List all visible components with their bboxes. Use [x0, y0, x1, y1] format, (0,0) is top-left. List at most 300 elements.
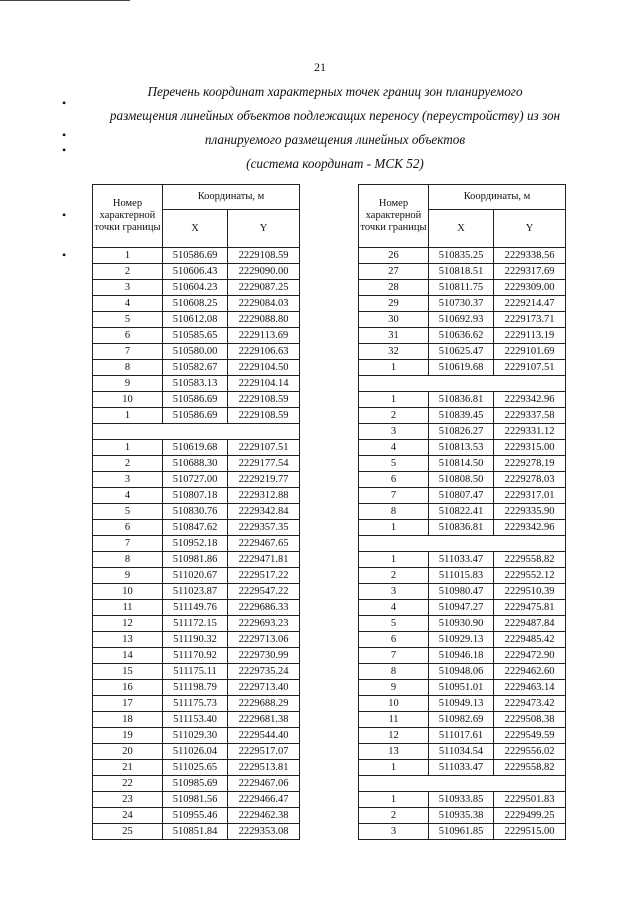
cell-x: 511017.61	[429, 728, 494, 744]
cell-y: 2229342.96	[494, 392, 566, 408]
cell-point-number: 3	[359, 824, 429, 840]
table-row	[93, 440, 300, 456]
cell-point-number: 5	[93, 312, 163, 328]
table-row	[93, 648, 300, 664]
cell-y: 2229547.22	[228, 584, 300, 600]
cell-point-number: 27	[359, 264, 429, 280]
table-row	[359, 632, 566, 648]
cell-point-number: 3	[359, 584, 429, 600]
cell-point-number: 14	[93, 648, 163, 664]
page-number: 21	[314, 60, 326, 74]
cell-x: 510818.51	[429, 264, 494, 280]
table-row	[93, 664, 300, 680]
cell-y: 2229462.60	[494, 664, 566, 680]
cell-point-number: 5	[359, 456, 429, 472]
cell-y: 2229338.56	[494, 248, 566, 264]
cell-point-number: 1	[359, 520, 429, 536]
header-x: X	[163, 210, 228, 248]
cell-point-number: 7	[93, 344, 163, 360]
cell-y: 2229466.47	[228, 792, 300, 808]
cell-x: 510952.18	[163, 536, 228, 552]
table-row	[359, 536, 566, 552]
cell-y: 2229693.23	[228, 616, 300, 632]
cell-x: 510814.50	[429, 456, 494, 472]
cell-x: 510839.45	[429, 408, 494, 424]
cell-x: 510981.56	[163, 792, 228, 808]
cell-y: 2229499.25	[494, 808, 566, 824]
cell-x: 510947.27	[429, 600, 494, 616]
cell-y: 2229317.01	[494, 488, 566, 504]
cell-point-number: 4	[93, 296, 163, 312]
cell-x: 510933.85	[429, 792, 494, 808]
cell-x: 510830.76	[163, 504, 228, 520]
cell-x: 511190.32	[163, 632, 228, 648]
cell-x: 511033.47	[429, 760, 494, 776]
cell-x: 511020.67	[163, 568, 228, 584]
cell-point-number: 6	[93, 520, 163, 536]
cell-point-number: 23	[93, 792, 163, 808]
cell-x: 511023.87	[163, 584, 228, 600]
cell-y: 2229357.35	[228, 520, 300, 536]
margin-mark: •	[62, 248, 67, 262]
separator-row-cell	[93, 424, 300, 440]
table-row	[93, 600, 300, 616]
cell-x: 511175.73	[163, 696, 228, 712]
cell-x: 510948.06	[429, 664, 494, 680]
header-coordinates: Координаты, м	[163, 185, 300, 210]
table-row	[359, 648, 566, 664]
table-row	[93, 616, 300, 632]
cell-point-number: 18	[93, 712, 163, 728]
cell-y: 2229517.22	[228, 568, 300, 584]
table-row	[359, 664, 566, 680]
cell-point-number: 4	[93, 488, 163, 504]
cell-x: 510619.68	[163, 440, 228, 456]
table-row	[93, 504, 300, 520]
heading-line-1: Перечень координат характерных точек границ зон планируемого	[147, 84, 523, 99]
cell-x: 510608.25	[163, 296, 228, 312]
cell-y: 2229686.33	[228, 600, 300, 616]
table-row	[93, 680, 300, 696]
cell-x: 510625.47	[429, 344, 494, 360]
cell-point-number: 6	[359, 472, 429, 488]
cell-point-number: 1	[359, 360, 429, 376]
table-row	[359, 328, 566, 344]
cell-y: 2229104.14	[228, 376, 300, 392]
table-row	[93, 328, 300, 344]
table-row	[93, 792, 300, 808]
separator-row-cell	[359, 536, 566, 552]
cell-y: 2229681.38	[228, 712, 300, 728]
cell-y: 2229108.59	[228, 392, 300, 408]
cell-y: 2229485.42	[494, 632, 566, 648]
table-row	[359, 248, 566, 264]
cell-point-number: 4	[359, 440, 429, 456]
cell-y: 2229688.29	[228, 696, 300, 712]
cell-x: 510586.69	[163, 248, 228, 264]
cell-point-number: 1	[93, 440, 163, 456]
cell-point-number: 16	[93, 680, 163, 696]
cell-point-number: 8	[359, 664, 429, 680]
table-row	[359, 504, 566, 520]
cell-x: 510847.62	[163, 520, 228, 536]
table-row	[359, 808, 566, 824]
header-y: Y	[228, 210, 300, 248]
cell-y: 2229462.38	[228, 808, 300, 824]
cell-x: 510985.69	[163, 776, 228, 792]
cell-x: 510811.75	[429, 280, 494, 296]
document-heading	[70, 80, 600, 176]
cell-point-number: 8	[359, 504, 429, 520]
cell-point-number: 1	[359, 552, 429, 568]
table-row	[359, 680, 566, 696]
cell-x: 510585.65	[163, 328, 228, 344]
cell-y: 2229471.81	[228, 552, 300, 568]
cell-y: 2229467.65	[228, 536, 300, 552]
table-row	[359, 712, 566, 728]
table-row	[93, 552, 300, 568]
cell-x: 510835.25	[429, 248, 494, 264]
cell-x: 510807.47	[429, 488, 494, 504]
table-row	[93, 280, 300, 296]
table-row	[359, 424, 566, 440]
cell-x: 510961.85	[429, 824, 494, 840]
cell-y: 2229558.82	[494, 552, 566, 568]
top-rule	[0, 0, 130, 1]
cell-x: 511015.83	[429, 568, 494, 584]
cell-y: 2229473.42	[494, 696, 566, 712]
table-row	[93, 536, 300, 552]
cell-y: 2229552.12	[494, 568, 566, 584]
table-row	[359, 280, 566, 296]
table-row	[93, 312, 300, 328]
cell-x: 510612.08	[163, 312, 228, 328]
cell-point-number: 2	[359, 408, 429, 424]
cell-y: 2229331.12	[494, 424, 566, 440]
cell-x: 511175.11	[163, 664, 228, 680]
cell-x: 511172.15	[163, 616, 228, 632]
cell-x: 510851.84	[163, 824, 228, 840]
table-row	[93, 744, 300, 760]
header-point-number: Номер характерной точки границы	[359, 185, 429, 248]
cell-x: 510582.67	[163, 360, 228, 376]
cell-point-number: 13	[93, 632, 163, 648]
cell-point-number: 2	[359, 808, 429, 824]
table-row	[359, 728, 566, 744]
table-row	[93, 248, 300, 264]
cell-y: 2229342.96	[494, 520, 566, 536]
cell-point-number: 1	[93, 408, 163, 424]
cell-point-number: 11	[93, 600, 163, 616]
cell-point-number: 25	[93, 824, 163, 840]
cell-y: 2229472.90	[494, 648, 566, 664]
cell-x: 510822.41	[429, 504, 494, 520]
cell-y: 2229108.59	[228, 408, 300, 424]
cell-x: 510580.00	[163, 344, 228, 360]
cell-y: 2229337.58	[494, 408, 566, 424]
cell-y: 2229107.51	[494, 360, 566, 376]
cell-x: 511034.54	[429, 744, 494, 760]
cell-x: 510930.90	[429, 616, 494, 632]
cell-point-number: 5	[359, 616, 429, 632]
separator-row-cell	[359, 376, 566, 392]
cell-point-number: 10	[359, 696, 429, 712]
cell-x: 510813.53	[429, 440, 494, 456]
cell-y: 2229517.07	[228, 744, 300, 760]
cell-point-number: 32	[359, 344, 429, 360]
cell-y: 2229278.19	[494, 456, 566, 472]
cell-x: 510808.50	[429, 472, 494, 488]
cell-point-number: 3	[93, 472, 163, 488]
table-row	[93, 632, 300, 648]
table-row	[359, 264, 566, 280]
cell-y: 2229173.71	[494, 312, 566, 328]
cell-x: 510951.01	[429, 680, 494, 696]
cell-y: 2229101.69	[494, 344, 566, 360]
cell-y: 2229087.25	[228, 280, 300, 296]
cell-point-number: 7	[93, 536, 163, 552]
cell-point-number: 3	[359, 424, 429, 440]
cell-x: 510688.30	[163, 456, 228, 472]
table-row	[359, 344, 566, 360]
header-coordinates: Координаты, м	[429, 185, 566, 210]
cell-y: 2229556.02	[494, 744, 566, 760]
table-row	[359, 696, 566, 712]
cell-y: 2229219.77	[228, 472, 300, 488]
cell-x: 510946.18	[429, 648, 494, 664]
cell-point-number: 12	[359, 728, 429, 744]
table-row	[359, 456, 566, 472]
cell-y: 2229317.69	[494, 264, 566, 280]
margin-mark: •	[62, 96, 67, 110]
cell-y: 2229713.06	[228, 632, 300, 648]
table-row	[359, 488, 566, 504]
cell-y: 2229730.99	[228, 648, 300, 664]
table-row	[93, 296, 300, 312]
cell-x: 510980.47	[429, 584, 494, 600]
cell-x: 511198.79	[163, 680, 228, 696]
table-row	[359, 440, 566, 456]
cell-y: 2229487.84	[494, 616, 566, 632]
cell-point-number: 28	[359, 280, 429, 296]
table-row	[359, 760, 566, 776]
cell-y: 2229104.50	[228, 360, 300, 376]
cell-x: 511029.30	[163, 728, 228, 744]
cell-x: 510606.43	[163, 264, 228, 280]
table-body	[359, 248, 566, 840]
table-row	[359, 520, 566, 536]
table-row	[93, 424, 300, 440]
table-row	[359, 824, 566, 840]
cell-x: 510604.23	[163, 280, 228, 296]
cell-point-number: 17	[93, 696, 163, 712]
table-row	[359, 296, 566, 312]
cell-y: 2229278.03	[494, 472, 566, 488]
cell-point-number: 19	[93, 728, 163, 744]
cell-point-number: 7	[359, 648, 429, 664]
table-body	[93, 248, 300, 840]
separator-row-cell	[359, 776, 566, 792]
cell-x: 510586.69	[163, 408, 228, 424]
table-row	[93, 360, 300, 376]
cell-y: 2229501.83	[494, 792, 566, 808]
cell-x: 510619.68	[429, 360, 494, 376]
cell-y: 2229090.00	[228, 264, 300, 280]
table-row	[359, 392, 566, 408]
table-row	[359, 312, 566, 328]
cell-y: 2229177.54	[228, 456, 300, 472]
cell-point-number: 6	[359, 632, 429, 648]
cell-y: 2229353.08	[228, 824, 300, 840]
cell-point-number: 8	[93, 552, 163, 568]
table-row	[359, 568, 566, 584]
margin-mark: •	[62, 208, 67, 222]
cell-y: 2229312.88	[228, 488, 300, 504]
cell-x: 510929.13	[429, 632, 494, 648]
cell-x: 510583.13	[163, 376, 228, 392]
cell-x: 510826.27	[429, 424, 494, 440]
cell-point-number: 3	[93, 280, 163, 296]
header-point-number: Номер характерной точки границы	[93, 185, 163, 248]
table-row	[359, 600, 566, 616]
margin-mark: •	[62, 143, 67, 157]
cell-x: 511149.76	[163, 600, 228, 616]
cell-point-number: 24	[93, 808, 163, 824]
cell-x: 510586.69	[163, 392, 228, 408]
table-row	[93, 808, 300, 824]
cell-x: 510836.81	[429, 392, 494, 408]
cell-y: 2229088.80	[228, 312, 300, 328]
table-row	[93, 584, 300, 600]
header-x: X	[429, 210, 494, 248]
cell-x: 511033.47	[429, 552, 494, 568]
cell-y: 2229515.00	[494, 824, 566, 840]
cell-y: 2229558.82	[494, 760, 566, 776]
coordinates-table-right	[358, 184, 566, 840]
cell-point-number: 5	[93, 504, 163, 520]
cell-y: 2229544.40	[228, 728, 300, 744]
cell-point-number: 9	[93, 376, 163, 392]
cell-x: 510981.86	[163, 552, 228, 568]
cell-point-number: 21	[93, 760, 163, 776]
cell-point-number: 7	[359, 488, 429, 504]
coordinates-table-left	[92, 184, 300, 840]
cell-point-number: 2	[359, 568, 429, 584]
cell-point-number: 4	[359, 600, 429, 616]
table-row	[359, 616, 566, 632]
cell-y: 2229113.19	[494, 328, 566, 344]
cell-point-number: 1	[359, 760, 429, 776]
header-y: Y	[494, 210, 566, 248]
cell-point-number: 30	[359, 312, 429, 328]
margin-mark: •	[62, 128, 67, 142]
table-row	[93, 488, 300, 504]
table-row	[93, 776, 300, 792]
cell-point-number: 26	[359, 248, 429, 264]
table-row	[359, 776, 566, 792]
cell-x: 511153.40	[163, 712, 228, 728]
cell-x: 511026.04	[163, 744, 228, 760]
cell-x: 510730.37	[429, 296, 494, 312]
table-row	[359, 472, 566, 488]
heading-line-2: размещения линейных объектов подлежащих переносу (переустройству) из зон	[109, 108, 561, 123]
cell-y: 2229513.81	[228, 760, 300, 776]
cell-y: 2229309.00	[494, 280, 566, 296]
cell-x: 511025.65	[163, 760, 228, 776]
table-row	[359, 744, 566, 760]
table-row	[93, 344, 300, 360]
cell-y: 2229335.90	[494, 504, 566, 520]
table-row	[93, 712, 300, 728]
heading-line-3: планируемого размещения линейных объектов	[204, 132, 466, 147]
cell-x: 510636.62	[429, 328, 494, 344]
cell-y: 2229113.69	[228, 328, 300, 344]
table-row	[359, 360, 566, 376]
cell-y: 2229475.81	[494, 600, 566, 616]
cell-x: 510836.81	[429, 520, 494, 536]
cell-point-number: 13	[359, 744, 429, 760]
cell-point-number: 1	[93, 248, 163, 264]
table-row	[93, 472, 300, 488]
table-row	[93, 264, 300, 280]
cell-y: 2229713.40	[228, 680, 300, 696]
cell-y: 2229108.59	[228, 248, 300, 264]
cell-point-number: 20	[93, 744, 163, 760]
table-row	[93, 728, 300, 744]
table-row	[359, 584, 566, 600]
cell-x: 510692.93	[429, 312, 494, 328]
table-row	[93, 824, 300, 840]
cell-y: 2229107.51	[228, 440, 300, 456]
table-row	[93, 760, 300, 776]
table-row	[93, 376, 300, 392]
cell-x: 511170.92	[163, 648, 228, 664]
table-row	[93, 520, 300, 536]
cell-y: 2229315.00	[494, 440, 566, 456]
table-row	[93, 696, 300, 712]
cell-y: 2229549.59	[494, 728, 566, 744]
cell-y: 2229106.63	[228, 344, 300, 360]
cell-point-number: 2	[93, 264, 163, 280]
cell-x: 510727.00	[163, 472, 228, 488]
cell-point-number: 11	[359, 712, 429, 728]
table-row	[93, 408, 300, 424]
table-row	[359, 552, 566, 568]
cell-point-number: 2	[93, 456, 163, 472]
cell-y: 2229735.24	[228, 664, 300, 680]
cell-point-number: 8	[93, 360, 163, 376]
cell-point-number: 15	[93, 664, 163, 680]
cell-x: 510982.69	[429, 712, 494, 728]
table-row	[93, 568, 300, 584]
cell-x: 510949.13	[429, 696, 494, 712]
table-row	[93, 392, 300, 408]
cell-point-number: 1	[359, 392, 429, 408]
cell-point-number: 1	[359, 792, 429, 808]
cell-point-number: 10	[93, 584, 163, 600]
cell-x: 510955.46	[163, 808, 228, 824]
cell-y: 2229214.47	[494, 296, 566, 312]
cell-point-number: 6	[93, 328, 163, 344]
cell-x: 510807.18	[163, 488, 228, 504]
cell-x: 510935.38	[429, 808, 494, 824]
cell-y: 2229510.39	[494, 584, 566, 600]
cell-y: 2229467.06	[228, 776, 300, 792]
cell-point-number: 31	[359, 328, 429, 344]
cell-point-number: 9	[93, 568, 163, 584]
cell-y: 2229508.38	[494, 712, 566, 728]
cell-point-number: 12	[93, 616, 163, 632]
